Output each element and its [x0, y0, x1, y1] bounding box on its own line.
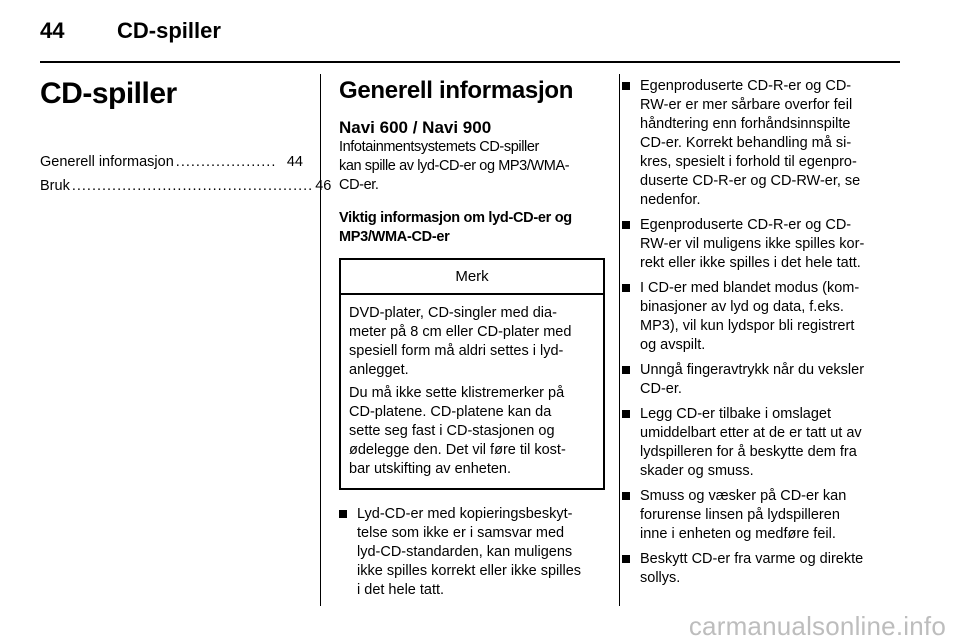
text-line: rekt eller ikke spilles i det hele tatt.	[640, 255, 861, 271]
text-line: RW-er vil muligens ikke spilles kor-	[640, 236, 865, 252]
note-paragraph	[349, 384, 595, 479]
text-line: umiddelbart etter at de er tatt ut av	[640, 425, 862, 441]
note-paragraph	[349, 304, 595, 380]
toc-entry[interactable]	[40, 150, 303, 174]
toc-leader-dots: ....................	[175, 154, 277, 170]
header-rule	[40, 61, 900, 63]
bullet-list	[622, 77, 902, 588]
list-item	[622, 405, 902, 481]
text-line: Egenproduserte CD-R-er og CD-	[640, 217, 852, 233]
text-line: kan spille av lyd-CD-er og MP3/WMA-	[339, 158, 570, 174]
text-line: nedenfor.	[640, 192, 701, 208]
text-line: lydspilleren for å beskytte dem fra	[640, 444, 857, 460]
text-line: CD-er.	[339, 177, 379, 193]
toc-entry[interactable]	[40, 174, 332, 198]
text-line: ødelegge den. Det vil føre til kost-	[349, 442, 566, 458]
text-line: Beskytt CD-er fra varme og direkte	[640, 551, 864, 567]
text-line: lyd-CD-standarden, kan muligens	[357, 544, 573, 560]
list-item	[622, 216, 902, 273]
toc-column	[40, 74, 332, 198]
watermark-text: carmanualsonline.info	[688, 611, 946, 641]
list-item	[622, 361, 902, 399]
text-line: spesiell form må aldri settes i lyd-	[349, 343, 564, 359]
column-divider	[619, 74, 620, 606]
text-line: binasjoner av lyd og data, f.eks.	[640, 299, 844, 315]
text-line: Du må ikke sette klistremerker på	[349, 385, 565, 401]
text-line: I CD-er med blandet modus (kom-	[640, 280, 860, 296]
text-line: anlegget.	[349, 362, 409, 378]
bullet-list	[339, 505, 605, 600]
text-line: RW-er er mer sårbare overfor feil	[640, 97, 853, 113]
text-line: Infotainmentsystemets CD-spiller	[339, 139, 539, 155]
list-item	[339, 505, 605, 600]
text-line: håndtering enn forhåndsinnspilte	[640, 116, 851, 132]
text-line: MP3), vil kun lydspor bli registrert	[640, 318, 855, 334]
text-line: i det hele tatt.	[357, 582, 445, 598]
square-bullet-icon	[622, 366, 630, 374]
square-bullet-icon	[622, 284, 630, 292]
text-line: ikke spilles korrekt eller ikke spilles	[357, 563, 582, 579]
toc-leader-dots: ................................................	[71, 178, 314, 194]
list-item	[622, 279, 902, 355]
text-line: og avspilt.	[640, 337, 706, 353]
text-line: sette seg fast i CD-stasjonen og	[349, 423, 555, 439]
list-item	[622, 550, 902, 588]
content-column-left	[339, 74, 605, 606]
toc-entry-page: 46	[315, 178, 332, 194]
intro-paragraph	[339, 138, 605, 195]
column-divider	[320, 74, 321, 606]
text-line: CD-platene. CD-platene kan da	[349, 404, 552, 420]
text-line: CD-er. Korrekt behandling må si-	[640, 135, 852, 151]
section-subtitle: Navi 600 / Navi 900	[339, 118, 492, 137]
toc-entry-label: Generell informasjon	[40, 154, 174, 170]
square-bullet-icon	[339, 510, 347, 518]
list-item	[622, 487, 902, 544]
text-line: CD-er.	[640, 381, 682, 397]
text-line: forurense linsen på lydspilleren	[640, 507, 840, 523]
text-line: sollys.	[640, 570, 681, 586]
text-line: Smuss og væsker på CD-er kan	[640, 488, 847, 504]
subsection-heading	[339, 209, 605, 247]
toc-entry-label: Bruk	[40, 178, 70, 194]
text-line: Unngå fingeravtrykk når du veksler	[640, 362, 865, 378]
text-line: inne i enheten og medføre feil.	[640, 526, 836, 542]
text-line: DVD-plater, CD-singler med dia-	[349, 305, 557, 321]
text-line: kres, spesielt i forhold til egenpro-	[640, 154, 857, 170]
square-bullet-icon	[622, 221, 630, 229]
text-line: Legg CD-er tilbake i omslaget	[640, 406, 832, 422]
square-bullet-icon	[622, 555, 630, 563]
text-line: Egenproduserte CD-R-er og CD-	[640, 78, 852, 94]
text-line: skader og smuss.	[640, 463, 754, 479]
page-number: 44	[40, 18, 65, 43]
text-line: Viktig informasjon om lyd-CD-er og	[339, 210, 572, 226]
content-column-right	[622, 74, 902, 594]
text-line: duserte CD-R-er og CD-RW-er, se	[640, 173, 861, 189]
text-line: telse som ikke er i samsvar med	[357, 525, 565, 541]
section-title: Generell informasjon	[339, 77, 574, 104]
note-heading: Merk	[341, 260, 603, 295]
chapter-title: CD-spiller	[40, 77, 177, 110]
text-line: bar utskifting av enheten.	[349, 461, 512, 477]
table-of-contents	[40, 150, 332, 198]
square-bullet-icon	[622, 82, 630, 90]
running-title: CD-spiller	[117, 18, 221, 43]
text-line: MP3/WMA-CD-er	[339, 229, 450, 245]
note-box	[339, 258, 605, 490]
text-line: meter på 8 cm eller CD-plater med	[349, 324, 572, 340]
toc-entry-page: 44	[286, 154, 303, 170]
list-item	[622, 77, 902, 210]
note-body	[341, 295, 603, 488]
text-line: Lyd-CD-er med kopieringsbeskyt-	[357, 506, 573, 522]
square-bullet-icon	[622, 410, 630, 418]
square-bullet-icon	[622, 492, 630, 500]
